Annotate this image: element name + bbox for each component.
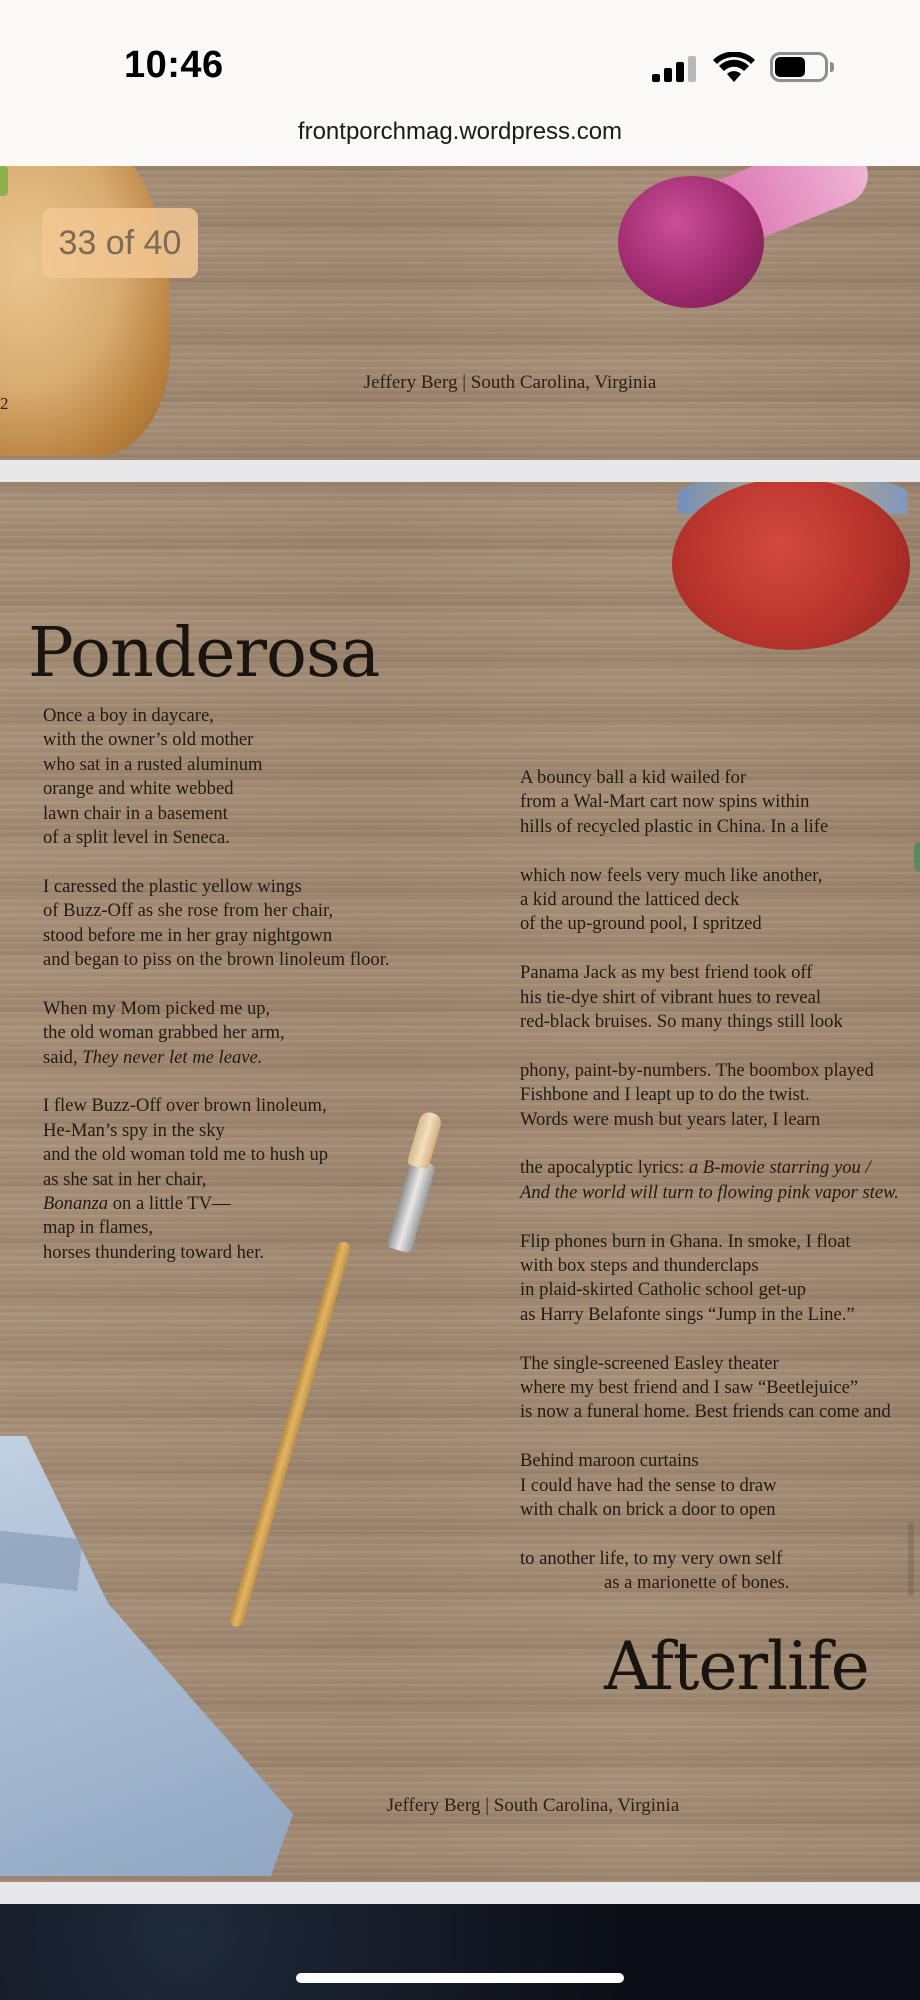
poem-line: of a split level in Seneca. [43, 827, 230, 849]
poem-line: said, They never let me leave. [43, 1046, 263, 1068]
wifi-icon [713, 52, 755, 84]
poem-line: with chalk on brick a door to open [520, 1499, 776, 1521]
poem-title-afterlife: Afterlife [604, 1628, 869, 1705]
nail-polish-image [618, 176, 764, 308]
poem-line: Words were mush but years later, I learn [520, 1108, 821, 1130]
poem-line: When my Mom picked me up, [43, 997, 271, 1019]
poem-line: a kid around the latticed deck [520, 889, 740, 911]
poem-line: the old woman grabbed her arm, [43, 1022, 285, 1044]
poem-line: I caressed the plastic yellow wings [43, 875, 302, 897]
url-bar[interactable]: frontporchmag.wordpress.com [297, 118, 623, 145]
poem-line: the apocalyptic lyrics: a B-movie starring you / [520, 1157, 871, 1179]
author-footer: Jeffery Berg | South Carolina, Virginia [363, 372, 657, 393]
poem-line: The single-screened Easley theater [520, 1352, 779, 1374]
stanza [520, 864, 899, 937]
poem-line: where my best friend and I saw “Beetlejuice” [520, 1377, 859, 1399]
poem-line: Behind maroon curtains [520, 1450, 699, 1472]
poem-line: red-black bruises. So many things still look [520, 1011, 843, 1033]
poem-line: orange and white webbed [43, 778, 234, 800]
home-indicator[interactable] [296, 1973, 624, 1983]
page-separator [0, 1882, 920, 1904]
poem-line: Once a boy in daycare, [43, 705, 214, 726]
poem-line: Fishbone and I leapt up to do the twist. [520, 1084, 810, 1106]
poem-line: hills of recycled plastic in China. In a life [520, 815, 829, 837]
page-counter-badge: 33 of 40 [42, 208, 198, 278]
poem-line: A bouncy ball a kid wailed for [520, 767, 747, 788]
poem-line: map in flames, [43, 1217, 153, 1239]
page-separator [0, 460, 920, 482]
poem-ponderosa [43, 704, 390, 1290]
scrollbar[interactable] [908, 1522, 914, 1596]
stanza [520, 961, 899, 1034]
stanza [520, 1449, 899, 1522]
poem-afterlife [520, 766, 899, 1620]
previous-page [0, 166, 920, 460]
poem-line: stood before me in her gray nightgown [43, 924, 333, 946]
poem-line: who sat in a rusted aluminum [43, 753, 263, 775]
poem-line: phony, paint-by-numbers. The boombox played [520, 1059, 874, 1081]
poem-line: Bonanza on a little TV— [43, 1193, 231, 1215]
poem-line: lawn chair in a basement [43, 802, 228, 824]
paintbrush-ferrule [386, 1158, 436, 1254]
signal-icon [652, 56, 698, 82]
green-object-edge [914, 842, 920, 872]
page-number: 2 [0, 394, 9, 413]
stanza [43, 1094, 390, 1265]
poem-title-ponderosa: Ponderosa [28, 614, 380, 693]
background [0, 1904, 920, 2000]
poem-line: Flip phones burn in Ghana. In smoke, I float [520, 1230, 851, 1252]
poem-line: to another life, to my very own self [520, 1547, 783, 1569]
poem-line: as a marionette of bones. [604, 1572, 790, 1594]
poem-line: which now feels very much like another, [520, 864, 823, 886]
battery-icon [770, 52, 834, 82]
lettuce-image [0, 166, 8, 196]
browser-chrome [0, 0, 920, 166]
author-footer: Jeffery Berg | South Carolina, Virginia [386, 1795, 680, 1816]
dress-waistband [0, 1529, 82, 1591]
stanza [520, 1156, 899, 1205]
status-time: 10:46 [124, 44, 224, 86]
paintbrush-bristles [407, 1110, 444, 1170]
ball-image [672, 482, 910, 650]
poem-line: I could have had the sense to draw [520, 1474, 777, 1496]
stanza [520, 1352, 899, 1425]
poem-line: as Harry Belafonte sings “Jump in the Line.” [520, 1303, 855, 1325]
poem-line: in plaid-skirted Catholic school get-up [520, 1279, 807, 1301]
stanza [43, 704, 390, 850]
stanza [520, 1059, 899, 1132]
poem-line: as she sat in her chair, [43, 1168, 207, 1190]
stanza [520, 766, 899, 839]
poem-line: of Buzz-Off as she rose from her chair, [43, 900, 334, 922]
stanza [520, 1230, 899, 1328]
stanza [43, 997, 390, 1070]
poem-line: Panama Jack as my best friend took off [520, 962, 813, 984]
stanza [520, 1547, 899, 1596]
poem-line: with box steps and thunderclaps [520, 1255, 759, 1277]
paintbrush-image [228, 1240, 352, 1628]
poem-line: and the old woman told me to hush up [43, 1144, 329, 1166]
poem-line: from a Wal-Mart cart now spins within [520, 791, 810, 813]
poem-line: with the owner’s old mother [43, 729, 254, 751]
stanza [43, 875, 390, 973]
magazine-page[interactable] [0, 482, 920, 1882]
poem-line: his tie-dye shirt of vibrant hues to reveal [520, 986, 822, 1008]
poem-line: And the world will turn to flowing pink vapor stew. [520, 1181, 899, 1203]
poem-line: and began to piss on the brown linoleum floor. [43, 949, 390, 971]
poem-line: of the up-ground pool, I spritzed [520, 913, 762, 935]
poem-line: I flew Buzz-Off over brown linoleum, [43, 1095, 327, 1117]
poem-line: He-Man’s spy in the sky [43, 1119, 225, 1141]
poem-line: is now a funeral home. Best friends can come and [520, 1401, 891, 1423]
poem-line: horses thundering toward her. [43, 1241, 265, 1263]
